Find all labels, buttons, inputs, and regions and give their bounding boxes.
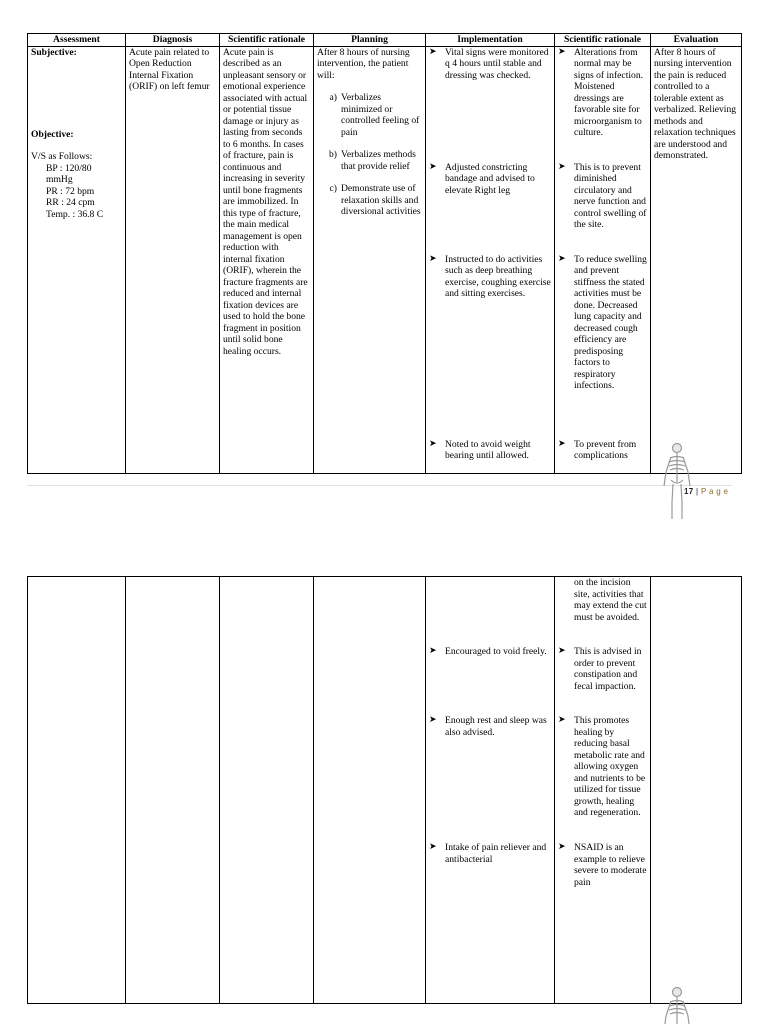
implementation-cell-continued bbox=[426, 577, 555, 1004]
diagnosis-cell: Acute pain related to Open Reduction Internal Fixation (ORIF) on left femur bbox=[126, 46, 220, 473]
planning-item-text: Demonstrate use of relaxation skills and diversional activities bbox=[341, 183, 421, 217]
header-scientific-rationale: Scientific rationale bbox=[220, 34, 314, 47]
arrowhead-bullet-icon: ➤ bbox=[558, 842, 566, 852]
assessment-cell bbox=[28, 46, 126, 473]
subjective-label: Subjective: bbox=[31, 46, 77, 58]
vital-bp: BP : 120/80 bbox=[46, 162, 92, 174]
assessment-cell-continued bbox=[28, 577, 126, 1004]
rationale-2-cell-continued bbox=[555, 577, 651, 1004]
arrowhead-bullet-icon: ➤ bbox=[429, 253, 437, 264]
arrowhead-bullet-icon: ➤ bbox=[558, 253, 566, 264]
rationale-item: ➤ To prevent from complications bbox=[558, 438, 637, 461]
implementation-item: ➤ Instructed to do activities such as deep breathing exercise, coughing exercise and sitting exercises. bbox=[429, 253, 551, 299]
header-implementation: Implementation bbox=[426, 34, 555, 47]
page-word: P a g e bbox=[700, 487, 729, 496]
arrowhead-bullet-icon: ➤ bbox=[429, 438, 437, 449]
vital-temp: Temp. : 36.8 C bbox=[46, 208, 104, 220]
planning-item-text: Verbalizes minimized or controlled feeling of pain bbox=[341, 92, 420, 138]
evaluation-cell-continued bbox=[651, 577, 742, 1004]
planning-cell-continued bbox=[314, 577, 426, 1004]
skeleton-icon bbox=[660, 442, 694, 522]
implementation-item: ➤ Intake of pain reliever and antibacterial bbox=[429, 842, 547, 865]
table-row bbox=[28, 577, 742, 1004]
header-assessment: Assessment bbox=[28, 34, 126, 47]
page-number-value: 17 bbox=[684, 487, 694, 496]
arrowhead-bullet-icon: ➤ bbox=[429, 46, 437, 57]
implementation-item: ➤ Enough rest and sleep was also advised. bbox=[429, 715, 547, 738]
continued-rationale-text: on the incision site, activities that may extend the cut must be avoided. bbox=[574, 577, 647, 623]
arrowhead-bullet-icon: ➤ bbox=[558, 161, 566, 172]
nursing-care-plan-table-continued bbox=[27, 576, 742, 1004]
header-evaluation: Evaluation bbox=[651, 34, 742, 47]
header-diagnosis: Diagnosis bbox=[126, 34, 220, 47]
arrowhead-bullet-icon: ➤ bbox=[558, 646, 566, 656]
rationale-item: ➤ Alterations from normal may be signs of infection. Moistened dressings are favorable site for microorganism to culture. bbox=[558, 46, 644, 138]
vs-label: V/S as Follows: bbox=[31, 151, 93, 162]
implementation-item: ➤ Adjusted constricting bandage and advised to elevate Right leg bbox=[429, 161, 535, 196]
planning-item bbox=[317, 92, 422, 138]
vital-bp-unit: mmHg bbox=[46, 174, 73, 185]
implementation-item: ➤ Noted to avoid weight bearing until allowed. bbox=[429, 438, 531, 461]
diagnosis-cell-continued bbox=[126, 577, 220, 1004]
rationale-item: ➤ To reduce swelling and prevent stiffness the stated activities must be done. Decreased lung capacity and decreased cough efficiency are predisposing factors to respiratory infections. bbox=[558, 253, 647, 391]
planning-cell bbox=[314, 46, 426, 473]
header-scientific-rationale-2: Scientific rationale bbox=[555, 34, 651, 47]
vital-rr: RR : 24 cpm bbox=[46, 197, 95, 208]
rationale-cell-continued bbox=[220, 577, 314, 1004]
footer-divider bbox=[27, 485, 732, 486]
page-number-separator: | bbox=[696, 487, 699, 496]
table-row bbox=[28, 46, 742, 473]
rationale-item: ➤ This is advised in order to prevent constipation and fecal impaction. bbox=[558, 646, 642, 692]
header-planning: Planning bbox=[314, 34, 426, 47]
implementation-cell bbox=[426, 46, 555, 473]
rationale-item: ➤ NSAID is an example to relieve severe to moderate pain bbox=[558, 842, 647, 888]
skeleton-icon bbox=[660, 986, 694, 1024]
evaluation-cell: After 8 hours of nursing intervention the pain is reduced controlled to a tolerable extent as verbalized. Relieving methods and relaxation techniques are understood and demonstrated. bbox=[651, 46, 742, 473]
arrowhead-bullet-icon: ➤ bbox=[429, 842, 437, 852]
arrowhead-bullet-icon: ➤ bbox=[558, 438, 566, 449]
planning-item-marker: b) bbox=[329, 149, 337, 160]
objective-block bbox=[31, 129, 122, 221]
arrowhead-bullet-icon: ➤ bbox=[429, 646, 437, 656]
table-header-row bbox=[28, 34, 742, 47]
planning-item-marker: c) bbox=[329, 183, 337, 194]
rationale-item: ➤ This promotes healing by reducing basal metabolic rate and allowing oxygen and nutrients to be utilized for tissue growth, healing and regeneration. bbox=[558, 715, 646, 818]
planning-intro: After 8 hours of nursing intervention, the patient will: bbox=[317, 46, 410, 81]
planning-item-text: Verbalizes methods that provide relief bbox=[341, 149, 416, 172]
vital-pr: PR : 72 bpm bbox=[46, 185, 95, 197]
arrowhead-bullet-icon: ➤ bbox=[429, 161, 437, 172]
arrowhead-bullet-icon: ➤ bbox=[558, 46, 566, 57]
rationale-cell: Acute pain is described as an unpleasant sensory or emotional experience associated with actual or potential tissue damage or injury as lasting from seconds to 6 months. In cases of fracture, pain is continuous and increasing in severity until bone fragments are immobilized. In this type of fracture, the main medical management is open reduction with internal fixation (ORIF), wherein the fracture fragments are reduced and internal fixation devices are used to hold the bone fragment in position until solid bone healing occurs. bbox=[220, 46, 314, 473]
planning-item bbox=[317, 149, 422, 172]
implementation-item: ➤ Vital signs were monitored q 4 hours until stable and dressing was checked. bbox=[429, 46, 549, 81]
planning-item-marker: a) bbox=[329, 92, 337, 103]
planning-item bbox=[317, 183, 422, 218]
objective-label: Objective: bbox=[31, 128, 74, 140]
arrowhead-bullet-icon: ➤ bbox=[429, 715, 437, 725]
rationale-2-cell bbox=[555, 46, 651, 473]
arrowhead-bullet-icon: ➤ bbox=[558, 715, 566, 725]
nursing-care-plan-table-page-17 bbox=[27, 33, 742, 474]
rationale-item: ➤ This is to prevent diminished circulatory and nerve function and control swelling of the site. bbox=[558, 161, 647, 230]
implementation-item: ➤ Encouraged to void freely. bbox=[429, 646, 547, 657]
